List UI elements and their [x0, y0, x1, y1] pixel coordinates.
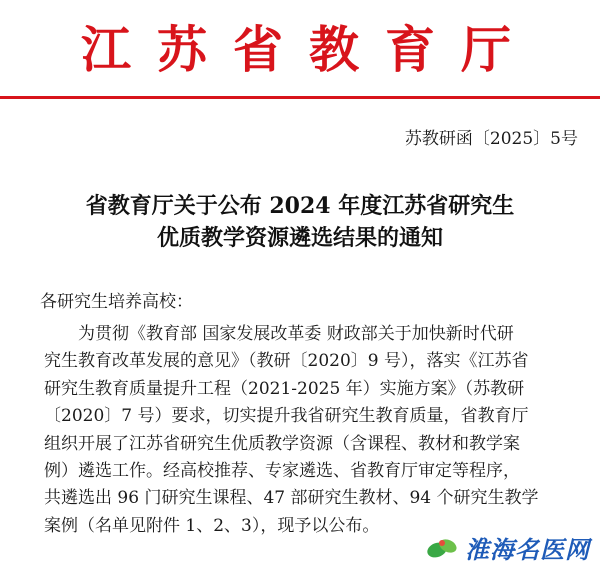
watermark	[425, 530, 590, 565]
leaf-logo-icon	[425, 535, 459, 561]
body-line: 研究生教育质量提升工程（2021-2025 年）实施方案》（苏教研	[44, 378, 525, 399]
body-line: 究生教育改革发展的意见》（教研〔2020〕9 号），落实《江苏省	[44, 351, 529, 372]
document-title	[0, 190, 600, 254]
body-line: 〔2020〕7 号）要求，切实提升我省研究生教育质量，省教育厅	[44, 406, 529, 427]
document-header-org-name: 江苏省教育厅	[81, 20, 537, 79]
body-line: 例）遴选工作。经高校推荐、专家遴选、省教育厅审定等程序，	[44, 461, 520, 482]
salutation: 各研究生培养高校：	[40, 292, 193, 312]
body-paragraph	[44, 321, 566, 540]
red-header-rule	[0, 96, 600, 99]
body-line: 组织开展了江苏省研究生优质教学资源（含课程、教材和教学案	[44, 433, 520, 454]
title-line-1: 省教育厅关于公布 2024 年度江苏省研究生	[85, 193, 515, 219]
document-number: 苏教研函〔2025〕5号	[404, 129, 578, 149]
title-line-2: 优质教学资源遴选结果的通知	[156, 225, 443, 251]
body-line: 为贯彻《教育部 国家发展改革委 财政部关于加快新时代研	[78, 324, 514, 344]
body-line: 共遴选出 96 门研究生课程、47 部研究生教材、94 个研究生教学	[44, 488, 539, 509]
watermark-text: 淮海名医网	[465, 536, 590, 564]
body-line: 案例（名单见附件 1、2、3），现予以公布。	[44, 515, 380, 536]
